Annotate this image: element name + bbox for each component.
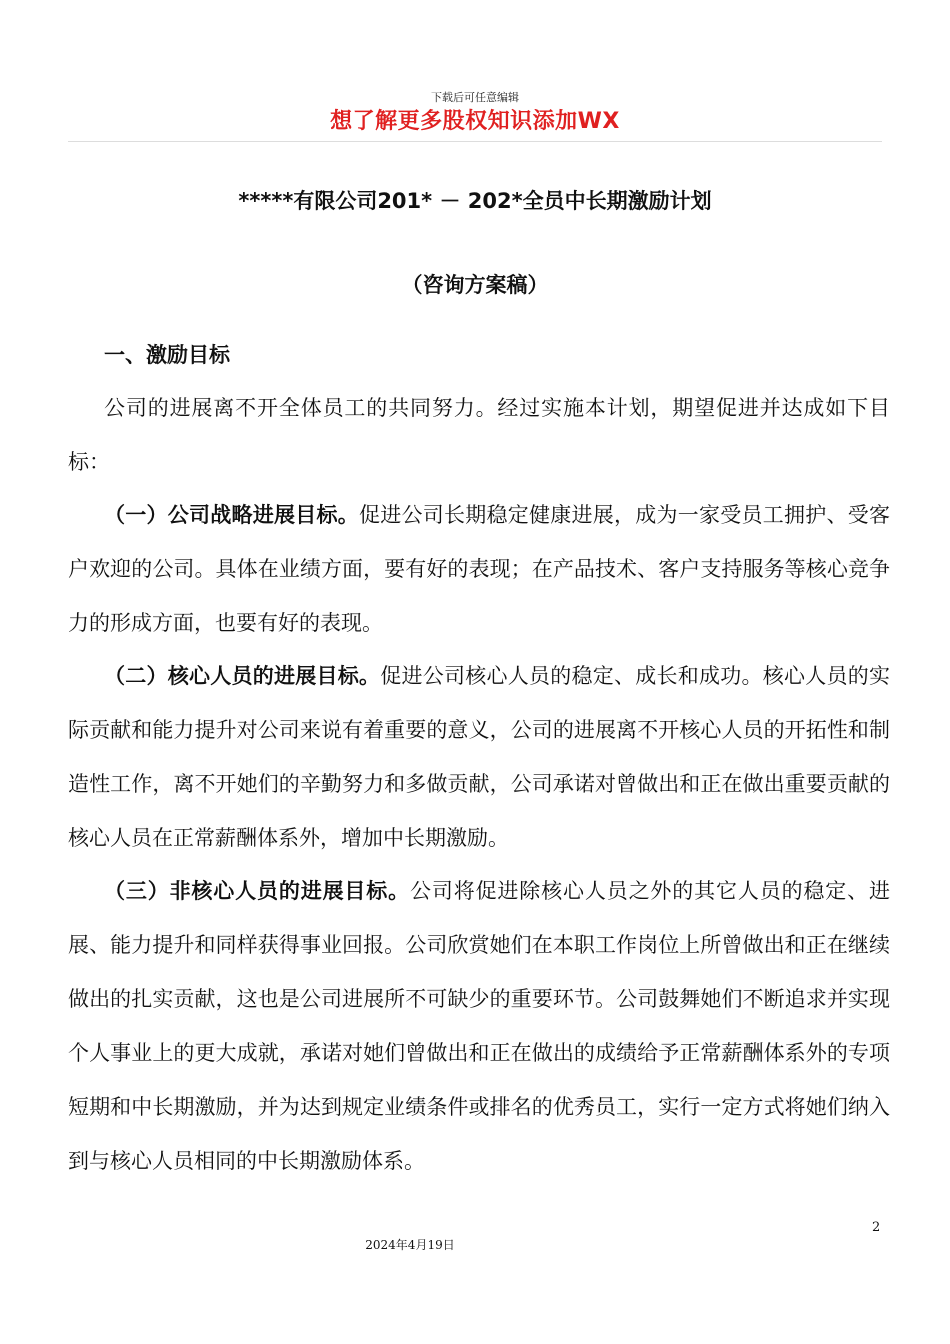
paragraph-label: （三）非核心人员的进展目标。 xyxy=(104,879,410,903)
paragraph-core-staff-goal xyxy=(68,649,890,865)
footer-date: 2024年4月19日 xyxy=(365,1238,455,1252)
paragraph-label: （一）公司战略进展目标。 xyxy=(104,503,359,527)
header-divider xyxy=(68,141,882,142)
document-subtitle: （咨询方案稿） xyxy=(401,273,549,297)
document-title: *****有限公司201* － 202*全员中长期激励计划 xyxy=(238,189,712,213)
download-note: 下载后可任意编辑 xyxy=(431,91,519,104)
section-heading: 一、激励目标 xyxy=(104,343,230,367)
paragraph-text: 促进公司长期稳定健康进展，成为一家受员工拥护、受客户欢迎的公司。具体在业绩方面，要有好的表现；在产品技术、客户支持服务等核心竞争力的形成方面，也要有好的表现。 xyxy=(68,503,890,635)
paragraph-text: 公司将促进除核心人员之外的其它人员的稳定、进展、能力提升和同样获得事业回报。公司欣赏她们在本职工作岗位上所曾做出和正在继续做出的扎实贡献，这也是公司进展所不可缺少的重要环节。公司鼓舞她们不断追求并实现个人事业上的更大成就，承诺对她们曾做出和正在做出的成绩给予正常薪酬体系外的专项短期和中长期激励，并为达到规定业绩条件或排名的优秀员工，实行一定方式将她们纳入到与核心人员相同的中长期激励体系。 xyxy=(68,879,890,1173)
paragraph-text: 促进公司核心人员的稳定、成长和成功。核心人员的实际贡献和能力提升对公司来说有着重要的意义，公司的进展离不开核心人员的开拓性和制造性工作，离不开她们的辛勤努力和多做贡献，公司承诺对曾做出和正在做出重要贡献的核心人员在正常薪酬体系外，增加中长期激励。 xyxy=(68,664,890,850)
paragraph-strategy-goal xyxy=(68,488,890,650)
page-number: 2 xyxy=(872,1220,881,1235)
intro-paragraph: 公司的进展离不开全体员工的共同努力。经过实施本计划，期望促进并达成如下目标： xyxy=(68,396,890,474)
paragraph-label: （二）核心人员的进展目标。 xyxy=(104,664,381,688)
promo-banner: 想了解更多股权知识添加WX xyxy=(330,109,620,134)
paragraph-non-core-staff-goal xyxy=(68,864,890,1188)
